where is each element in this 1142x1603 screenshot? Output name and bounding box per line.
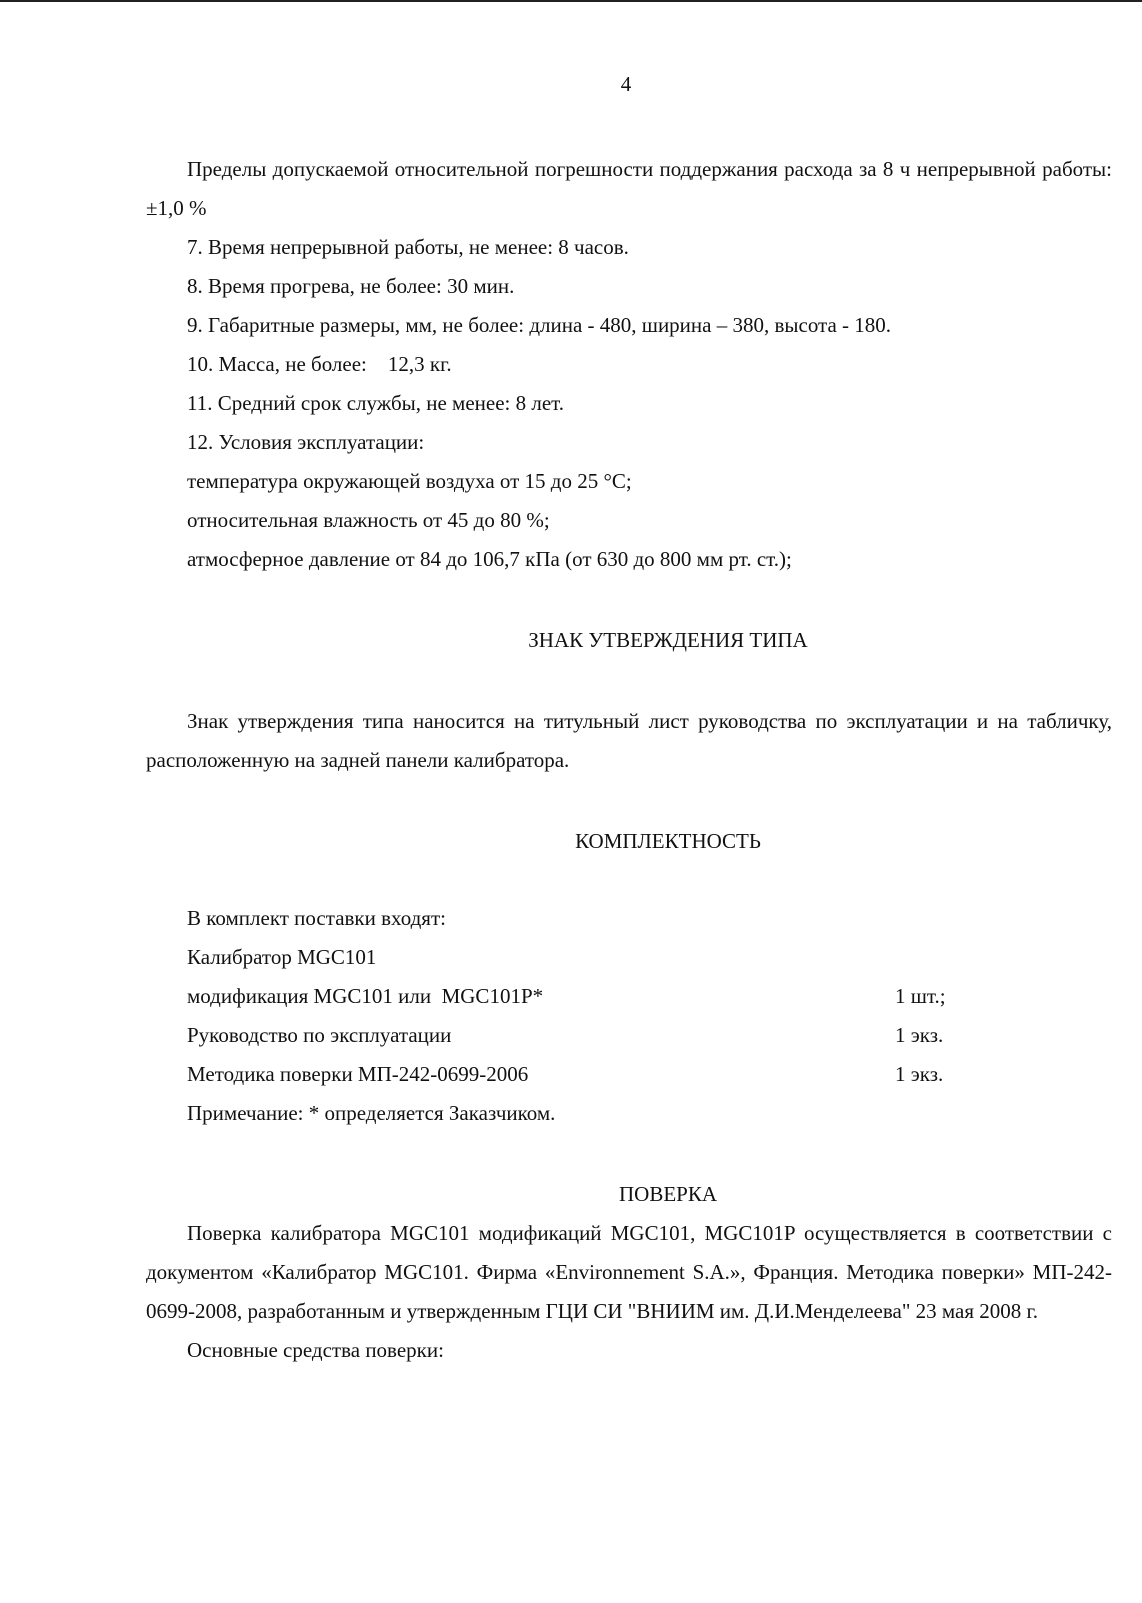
completeness-device: Калибратор MGC101: [187, 945, 377, 969]
spec-item-warmup-time: 8. Время прогрева, не более: 30 мин.: [187, 274, 515, 298]
spacer: [146, 579, 1112, 621]
spec-item-service-life: 11. Средний срок службы, не менее: 8 лет.: [187, 391, 565, 415]
spacer: [146, 780, 1112, 822]
spec-item-dimensions: 9. Габаритные размеры, мм, не более: длина - 480, ширина – 380, высота - 180.: [187, 313, 892, 337]
completeness-item-name: Руководство по эксплуатации: [187, 1023, 452, 1047]
spec-item-mass: 10. Масса, не более: 12,3 кг.: [187, 352, 452, 376]
completeness-intro: В комплект поставки входят:: [187, 906, 446, 930]
completeness-item-qty: 1 экз.: [895, 1062, 944, 1086]
completeness-row: [146, 977, 1112, 1016]
section-heading-verification: ПОВЕРКА: [618, 1182, 718, 1206]
section-heading-approval-mark: ЗНАК УТВЕРЖДЕНИЯ ТИПА: [528, 628, 808, 652]
section-heading-completeness: КОМПЛЕКТНОСТЬ: [575, 829, 761, 853]
condition-humidity: относительная влажность от 45 до 80 %;: [187, 508, 550, 532]
completeness-item-qty: 1 экз.: [895, 1023, 944, 1047]
completeness-row: [146, 1016, 1112, 1055]
completeness-item-name: модификация MGC101 или MGC101P*: [187, 984, 544, 1008]
spec-item-operating-conditions: 12. Условия эксплуатации:: [187, 430, 425, 454]
spec-item-operation-time: 7. Время непрерывной работы, не менее: 8 часов.: [187, 235, 629, 259]
approval-mark-paragraph: Знак утверждения типа наносится на титульный лист руководства по эксплуатации и на табличку, расположенную на задней панели калибратора.: [146, 709, 1112, 772]
completeness-item-qty: 1 шт.;: [895, 984, 946, 1008]
verification-paragraph: Поверка калибратора MGC101 модификаций MGC101, MGC101P осуществляется в соответствии с документом «Калибратор MGC101. Фирма «Environnement S.A.», Франция. Методика поверки» МП-242-0699-2008, разработанным и утвержденным ГЦИ СИ "ВНИИМ им. Д.И.Менделеева" 23 мая 2008 г.: [146, 1221, 1112, 1323]
condition-pressure: атмосферное давление от 84 до 106,7 кПа (от 630 до 800 мм рт. ст.);: [187, 547, 792, 571]
error-limits-paragraph: Пределы допускаемой относительной погрешности поддержания расхода за 8 ч непрерывной работы: ±1,0 %: [146, 157, 1112, 220]
completeness-item-name: Методика поверки МП-242-0699-2006: [187, 1062, 529, 1086]
spacer: [146, 1133, 1112, 1175]
spacer: [146, 660, 1112, 702]
completeness-row: [146, 1055, 1112, 1094]
page-content: [146, 150, 1112, 1370]
page-number: 4: [620, 72, 632, 96]
spacer: [146, 861, 1112, 899]
verification-main-means: Основные средства поверки:: [187, 1338, 444, 1362]
condition-temperature: температура окружающей воздуха от 15 до 25 °С;: [187, 469, 632, 493]
completeness-note: Примечание: * определяется Заказчиком.: [187, 1101, 556, 1125]
